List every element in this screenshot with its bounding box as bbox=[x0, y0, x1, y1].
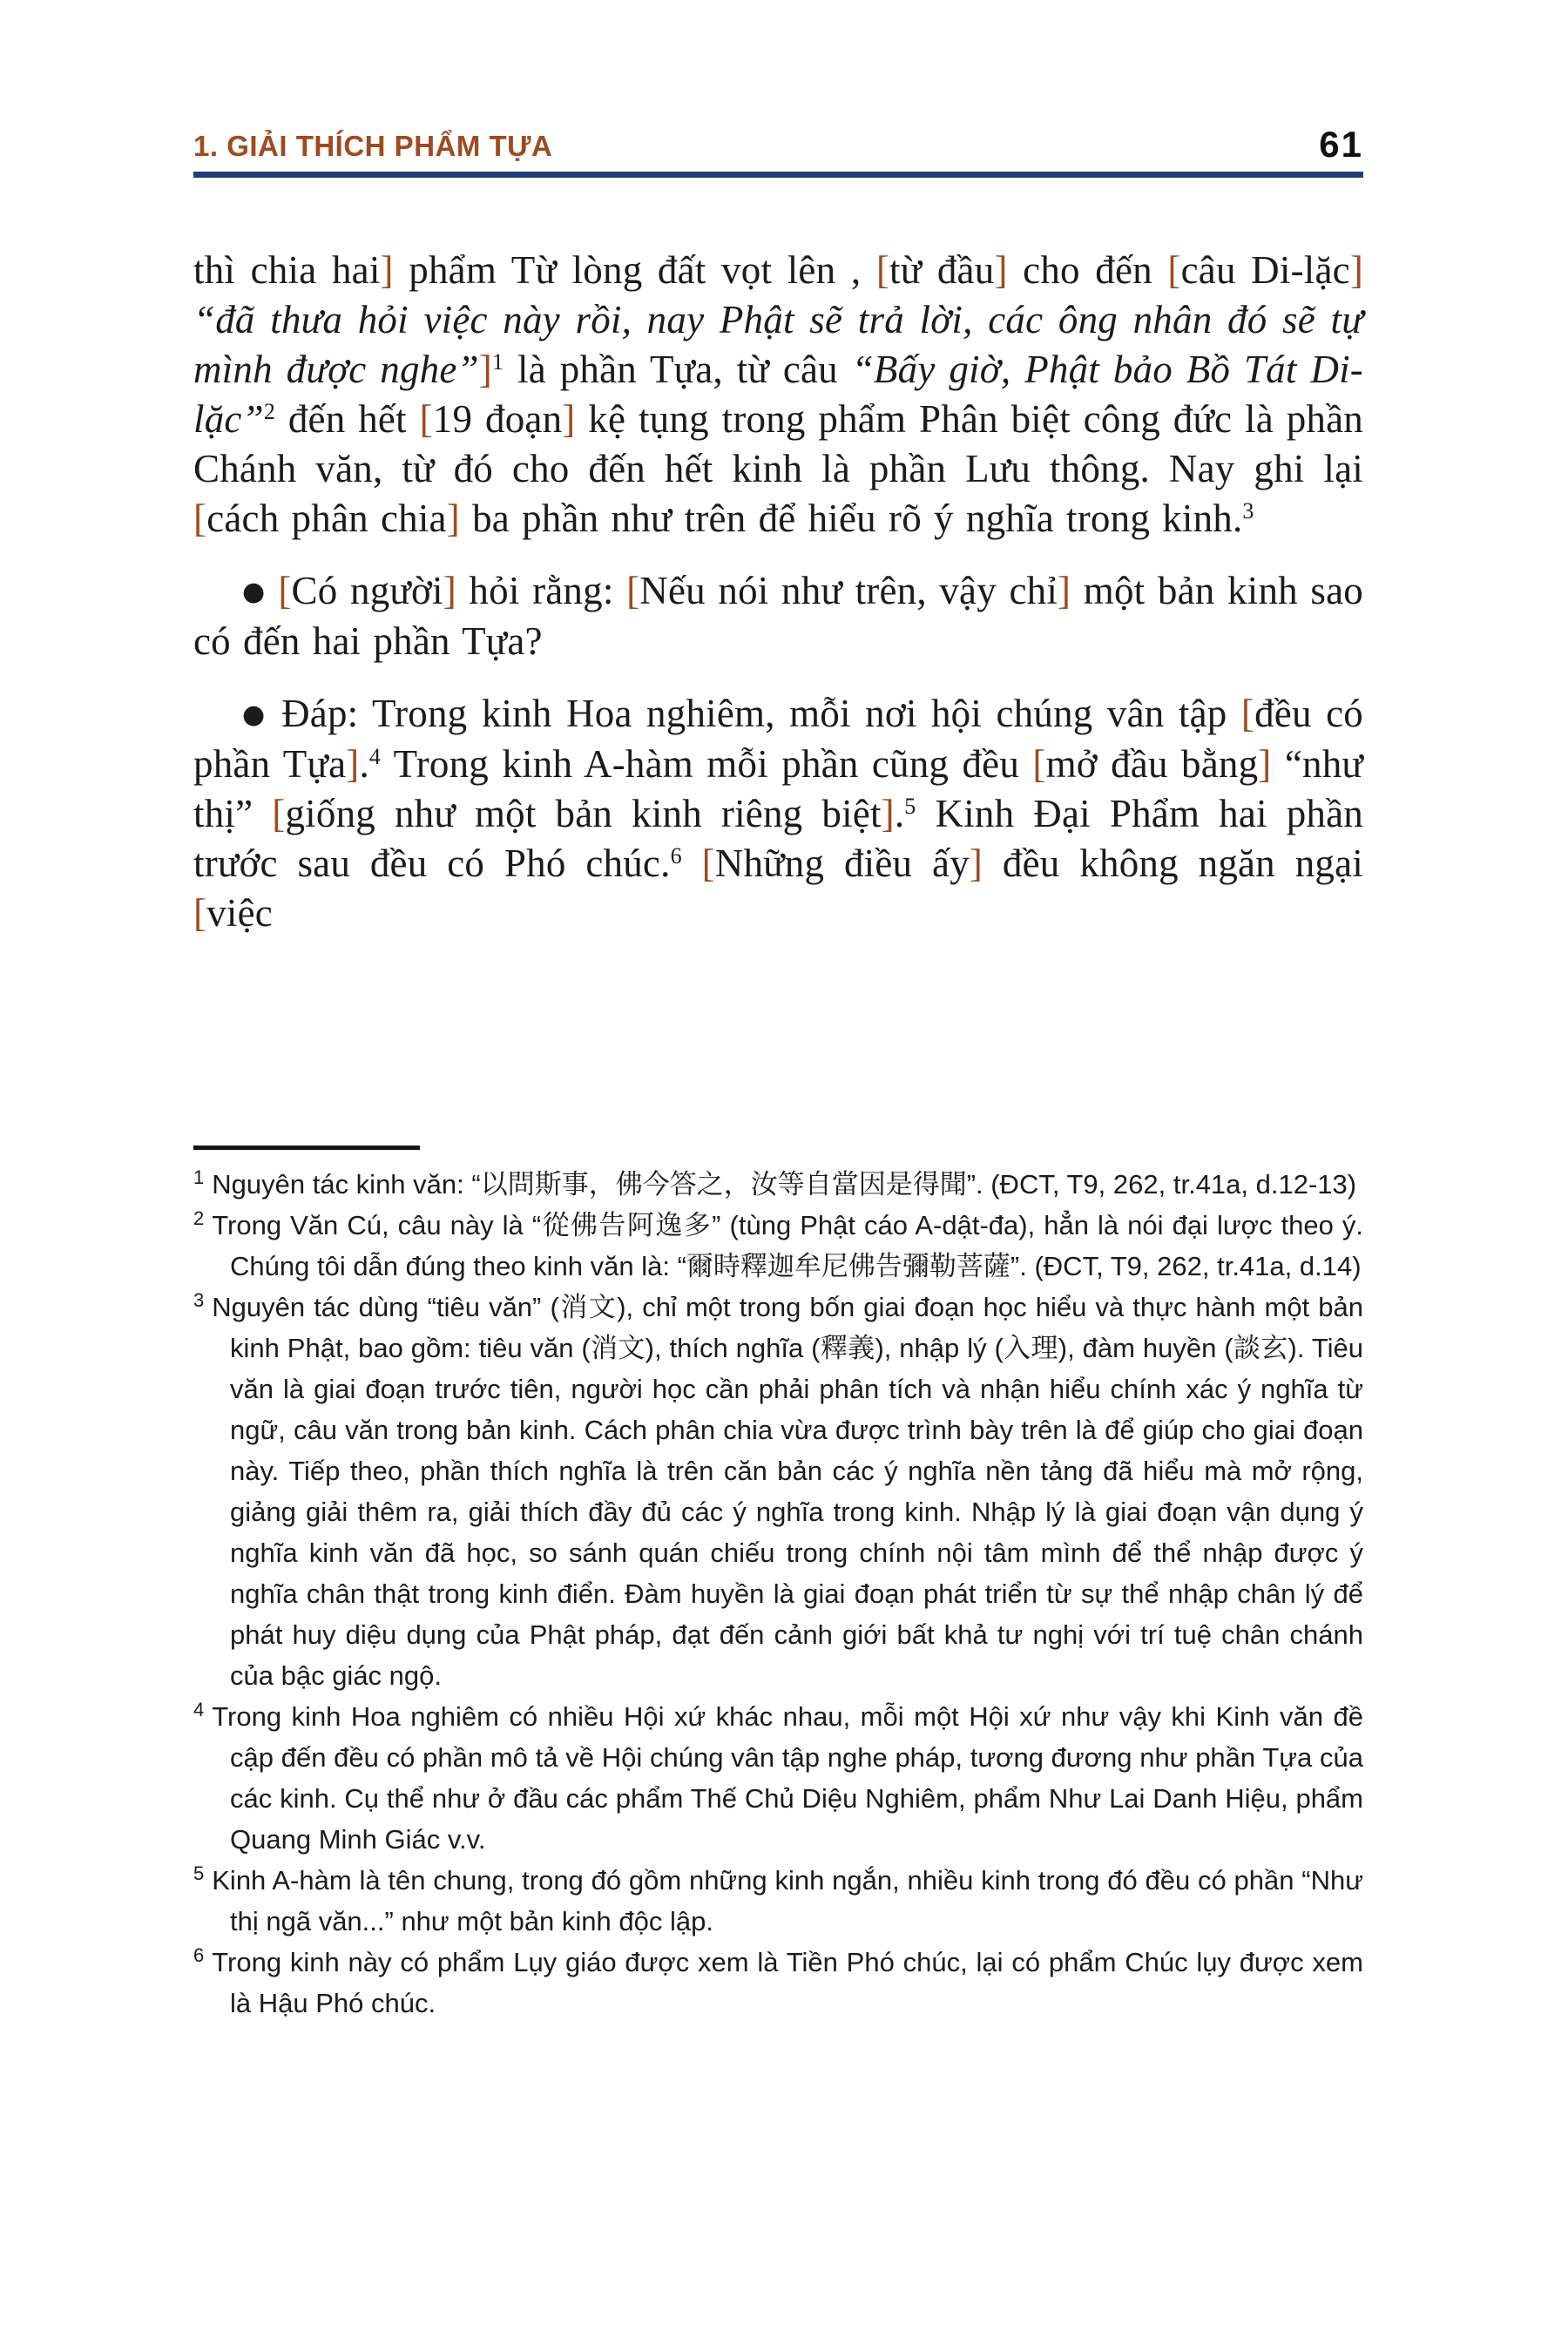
footnote-text: Trong kinh Hoa nghiêm có nhiều Hội xứ khác nhau, mỗi một Hội xứ như vậy khi Kinh văn đề cập đến đều có phần mô tả về Hội chúng vân tập nghe pháp, tương đương như phần Tựa của các kinh. Cụ thể như ở đầu các phẩm Thế Chủ Diệu Nghiêm, phẩm Như Lai Danh Hiệu, phẩm Quang Minh Giác v.v. bbox=[212, 1701, 1363, 1855]
footnote-list bbox=[193, 1164, 1363, 2024]
page-content bbox=[193, 124, 1364, 938]
footnote-item bbox=[193, 1164, 1363, 1205]
page-number: 61 bbox=[1319, 124, 1363, 165]
editorial-bracket: [ bbox=[1032, 741, 1046, 786]
editorial-bracket: ] bbox=[346, 741, 360, 786]
footnote-item bbox=[193, 1696, 1363, 1860]
editorial-bracket: [ bbox=[701, 841, 715, 885]
text-run: cách phân chia bbox=[206, 496, 447, 540]
text-run: từ đầu bbox=[889, 247, 995, 292]
footnote-ref: 1 bbox=[491, 349, 504, 375]
footnote-text: Nguyên tác kinh văn: “以問斯事，佛今答之，汝等自當因是得聞”. (ĐCT, T9, 262, tr.41a, d.12-13) bbox=[212, 1169, 1357, 1200]
editorial-bracket: [ bbox=[193, 496, 207, 540]
footnote-item bbox=[193, 1287, 1363, 1696]
editorial-bracket: ] bbox=[443, 568, 456, 612]
text-run: . bbox=[359, 741, 369, 786]
editorial-bracket: [ bbox=[193, 890, 207, 935]
quoted-sutra-italic: “Bấy giờ, Phật bảo Bồ Tát Di-lặc” bbox=[193, 347, 1363, 441]
footnote-text: Trong Văn Cú, câu này là “從佛告阿逸多” (tùng Phật cáo A-dật-đa), hẳn là nói đại lược theo ý. Chúng tôi dẫn đúng theo kinh văn là: “爾時釋迦牟尼佛告彌勒菩薩”. (ĐCT, T9, 262, tr.41a, d.14) bbox=[212, 1210, 1363, 1281]
text-run: đều không ngăn ngại bbox=[983, 841, 1363, 885]
editorial-bracket: ] bbox=[994, 247, 1008, 292]
text-run: phẩm Từ lòng đất vọt lên , bbox=[393, 247, 876, 292]
editorial-bracket: ] bbox=[1058, 568, 1071, 612]
text-run: thì chia hai bbox=[193, 247, 381, 292]
text-run: 19 đoạn bbox=[432, 396, 563, 441]
editorial-bracket: ] bbox=[969, 841, 983, 885]
body-text bbox=[193, 246, 1363, 938]
text-run: Kinh Đại Phẩm hai phần trước sau đều có Phó chúc. bbox=[193, 791, 1363, 885]
footnote-number: 5 bbox=[193, 1862, 205, 1884]
footnotes-section bbox=[193, 1146, 1363, 2024]
editorial-bracket: [ bbox=[1240, 691, 1255, 735]
footnote-number: 6 bbox=[193, 1944, 205, 1966]
text-run: Nếu nói như trên, vậy chỉ bbox=[639, 568, 1058, 612]
editorial-bracket: ] bbox=[478, 347, 492, 391]
text-run: một bản kinh sao có đến hai phần Tựa? bbox=[193, 568, 1363, 663]
editorial-bracket: [ bbox=[272, 791, 286, 835]
editorial-bracket: ] bbox=[380, 247, 394, 292]
footnote-number: 4 bbox=[193, 1699, 205, 1720]
text-run: đều có phần Tựa bbox=[193, 691, 1363, 786]
bullet-icon: ● bbox=[242, 576, 266, 607]
footnote-number: 3 bbox=[193, 1289, 205, 1311]
quoted-sutra-italic: “đã thưa hỏi việc này rồi, nay Phật sẽ trả lời, các ông nhân đó sẽ tự mình được nghe” bbox=[193, 297, 1363, 391]
footnote-number: 2 bbox=[193, 1207, 205, 1229]
footnote-text: Trong kinh này có phẩm Lụy giáo được xem là Tiền Phó chúc, lại có phẩm Chúc lụy được xem là Hậu Phó chúc. bbox=[212, 1947, 1363, 2018]
body-paragraph bbox=[193, 689, 1363, 938]
footnote-text: Kinh A-hàm là tên chung, trong đó gồm những kinh ngắn, nhiều kinh trong đó đều có phần “Như thị ngã văn...” như một bản kinh độc lập. bbox=[212, 1865, 1363, 1936]
footnote-ref: 2 bbox=[263, 399, 276, 425]
footnote-separator bbox=[193, 1146, 420, 1150]
body-paragraph bbox=[193, 566, 1363, 666]
text-run: hỏi rằng: bbox=[456, 568, 627, 612]
text-run: câu Di-lặc bbox=[1180, 247, 1350, 292]
editorial-bracket: [ bbox=[875, 247, 890, 292]
footnote-text: Nguyên tác dùng “tiêu văn” (消文), chỉ một trong bốn giai đoạn học hiểu và thực hành một bản kinh Phật, bao gồm: tiêu văn (消文), thích nghĩa (釋義), nhập lý (入理), đàm huyền (談玄). Tiêu văn là giai đoạn trước tiên, người học cần phải phân tích và nhận hiểu chính xác ý nghĩa từ ngữ, câu văn trong bản kinh. Cách phân chia vừa được trình bày trên là để giúp cho giai đoạn này. Tiếp theo, phần thích nghĩa là trên căn bản các ý nghĩa nền tảng đã hiểu mà mở rộng, giảng giải thêm ra, giải thích đầy đủ các ý nghĩa trong kinh. Nhập lý là giai đoạn vận dụng ý nghĩa kinh văn đã học, so sánh quán chiếu trong chính nội tâm mình để thể nhập được ý nghĩa chân thật trong kinh điển. Đàm huyền là giai đoạn phát triển từ sự thể nhập chân lý để phát huy diệu dụng của Phật pháp, đạt đến cảnh giới bất khả tư nghị với trí tuệ chân chánh của bậc giác ngộ. bbox=[212, 1292, 1363, 1691]
editorial-bracket: [ bbox=[1167, 247, 1181, 292]
editorial-bracket: ] bbox=[1349, 247, 1364, 292]
text-run: việc bbox=[206, 890, 273, 935]
editorial-bracket: ] bbox=[881, 791, 895, 835]
footnote-ref: 5 bbox=[904, 794, 916, 820]
editorial-bracket: ] bbox=[446, 496, 460, 540]
footnote-number: 1 bbox=[193, 1166, 205, 1188]
editorial-bracket: [ bbox=[419, 396, 433, 441]
footnote-item bbox=[193, 1860, 1363, 1942]
text-run: cho đến bbox=[1007, 247, 1168, 292]
editorial-bracket: ] bbox=[562, 396, 576, 441]
text-run: là phần Tựa, từ câu bbox=[504, 347, 852, 391]
text-run: kệ tụng trong phẩm Phân biệt công đức là phần Chánh văn, từ đó cho đến hết kinh là phần Lưu thông. Nay ghi lại bbox=[193, 396, 1364, 490]
text-run bbox=[266, 569, 279, 612]
text-run: ba phần như trên để hiểu rõ ý nghĩa trong kinh. bbox=[459, 496, 1243, 540]
footnote-item bbox=[193, 1942, 1363, 2024]
body-paragraph bbox=[193, 246, 1363, 544]
footnote-ref: 6 bbox=[670, 843, 682, 869]
footnote-item bbox=[193, 1205, 1363, 1287]
text-run: Có người bbox=[291, 568, 443, 612]
footnote-ref: 4 bbox=[368, 744, 382, 770]
editorial-bracket: [ bbox=[626, 568, 640, 612]
page-header bbox=[193, 124, 1363, 178]
footnote-ref: 3 bbox=[1242, 498, 1254, 524]
editorial-bracket: ] bbox=[1258, 741, 1272, 786]
text-run: mở đầu bằng bbox=[1045, 741, 1259, 786]
text-run: Những điều ấy bbox=[714, 841, 970, 885]
text-run: . bbox=[894, 791, 905, 835]
text-run: “như thị” bbox=[193, 741, 1363, 835]
editorial-bracket: [ bbox=[278, 568, 292, 612]
bullet-icon: ● bbox=[242, 699, 267, 730]
text-run: đến hết bbox=[275, 396, 420, 441]
text-run: Trong kinh A-hàm mỗi phần cũng đều bbox=[381, 741, 1033, 786]
section-title: 1. GIẢI THÍCH PHẨM TỰA bbox=[193, 129, 553, 162]
text-run: giống như một bản kinh riêng biệt bbox=[285, 791, 882, 835]
text-run: Đáp: Trong kinh Hoa nghiêm, mỗi nơi hội chúng vân tập bbox=[267, 691, 1241, 735]
text-run bbox=[682, 841, 702, 885]
